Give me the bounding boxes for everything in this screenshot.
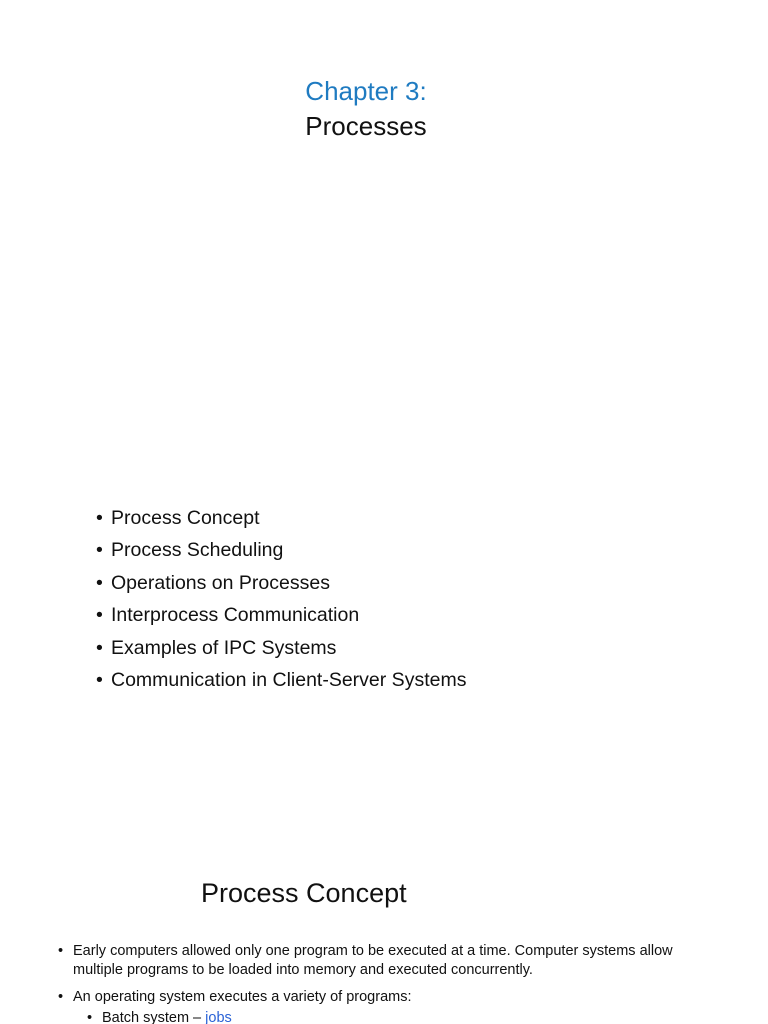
outline-item-label: Interprocess Communication — [111, 604, 360, 627]
section-heading: Process Concept — [201, 878, 407, 908]
sub-point — [73, 1009, 718, 1024]
bullet-icon: • — [87, 1010, 93, 1024]
content-point-text: Early computers allowed only one program to be executed at a time. Computer systems allow multiple programs to be loaded into memory and executed concurrently. — [73, 943, 673, 978]
outline-item-label: Process Scheduling — [111, 539, 284, 562]
sub-point-term: jobs — [205, 1010, 232, 1024]
outline-item-label: Examples of IPC Systems — [111, 636, 337, 659]
sub-point-list — [73, 1009, 718, 1024]
bullet-icon: • — [96, 539, 103, 562]
outline-item — [96, 664, 466, 696]
bullet-icon: • — [96, 507, 103, 529]
content-point — [58, 942, 718, 980]
chapter-label: Chapter 3: — [305, 76, 427, 106]
outline-item — [96, 534, 466, 566]
chapter-title: Processes — [305, 111, 427, 141]
outline-item — [96, 567, 466, 599]
outline-item — [96, 502, 466, 534]
content-point-text: An operating system executes a variety of programs: — [73, 989, 412, 1005]
content-list — [58, 942, 718, 1024]
bullet-icon: • — [58, 989, 64, 1005]
bullet-icon: • — [96, 604, 103, 627]
outline-item — [96, 632, 466, 664]
outline-list — [96, 502, 466, 696]
bullet-icon: • — [96, 571, 103, 594]
outline-item-label: Process Concept — [111, 507, 260, 529]
bullet-icon: • — [58, 943, 64, 959]
outline-item-label: Communication in Client-Server Systems — [111, 669, 467, 692]
outline-item — [96, 599, 466, 631]
content-point — [58, 988, 718, 1024]
bullet-icon: • — [96, 636, 103, 659]
bullet-icon: • — [96, 669, 103, 692]
outline-item-label: Operations on Processes — [111, 571, 330, 594]
sub-point-prefix: Batch system – — [102, 1010, 206, 1024]
